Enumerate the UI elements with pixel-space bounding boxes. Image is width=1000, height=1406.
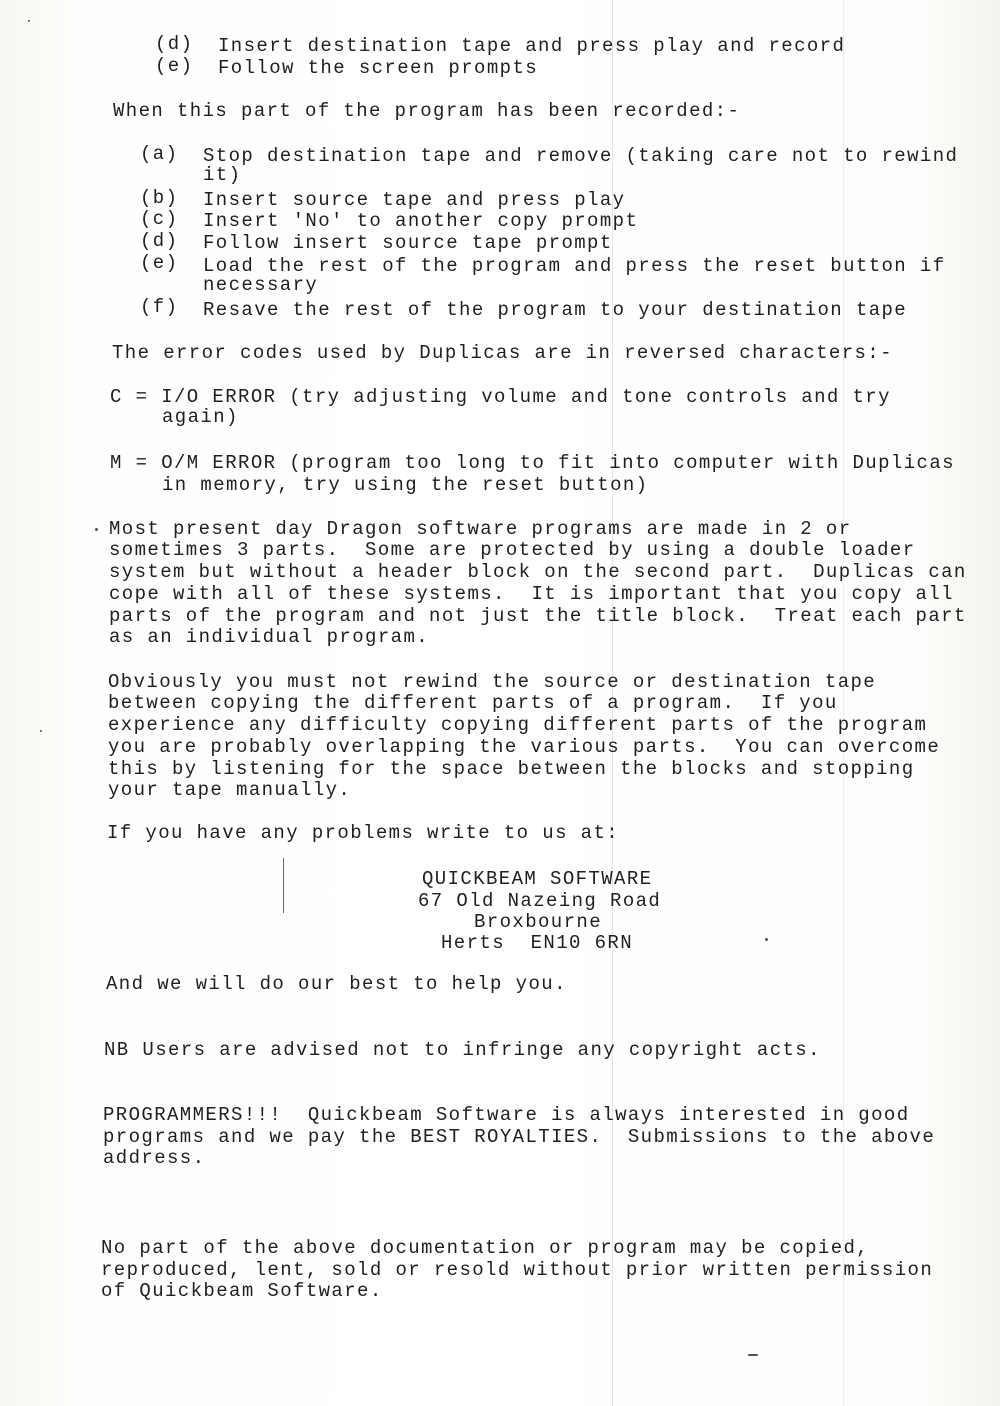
step-text: it) [203,164,242,186]
step-label: (a) [140,143,179,165]
paragraph-line: parts of the program and not just the title block. Treat each part [109,605,967,627]
step-text: Insert destination tape and press play and record [218,35,846,57]
step-text: Load the rest of the program and press the reset button if [203,255,946,277]
programmers-line: address. [103,1147,206,1169]
paper-speck [28,20,30,22]
paper-speck [765,938,768,941]
problems-line: If you have any problems write to us at: [107,822,620,844]
programmers-line: PROGRAMMERS!!! Quickbeam Software is always interested in good [103,1104,910,1126]
help-line: And we will do our best to help you. [106,973,567,995]
address-county-postcode: Herts EN10 6RN [441,932,634,954]
address-company: QUICKBEAM SOFTWARE [422,868,653,890]
step-text: Follow insert source tape prompt [203,232,613,254]
paragraph-line: as an individual program. [109,626,430,648]
step-text: Follow the screen prompts [218,57,539,79]
paragraph-line: experience any difficulty copying different parts of the program [108,714,928,736]
paragraph-line: Most present day Dragon software programs are made in 2 or [109,518,852,540]
paragraph-line: your tape manually. [108,779,352,801]
paper-speck [95,528,98,531]
paragraph-line: cope with all of these systems. It is important that you copy all [109,583,954,605]
paragraph-line: Obviously you must not rewind the source or destination tape [108,671,877,693]
paragraph-line: sometimes 3 parts. Some are protected by using a double loader [109,539,916,561]
step-text: Insert 'No' to another copy prompt [203,210,639,232]
recorded-intro: When this part of the program has been recorded:- [113,100,741,122]
paragraph-line: between copying the different parts of a program. If you [108,692,838,714]
step-text: necessary [203,274,319,296]
step-label: (e) [140,252,179,274]
address-town: Broxbourne [474,911,603,933]
address-street: 67 Old Nazeing Road [418,890,662,912]
step-label: (f) [140,296,179,318]
step-text: Stop destination tape and remove (taking care not to rewind [203,145,959,167]
error-code-m-cont: in memory, try using the reset button) [162,474,649,496]
copyright-line: of Quickbeam Software. [101,1280,383,1302]
programmers-line: programs and we pay the BEST ROYALTIES. Submissions to the above [103,1126,936,1148]
step-label: (e) [155,55,194,77]
copyright-line: No part of the above documentation or program may be copied, [101,1237,870,1259]
error-code-c: C = I/O ERROR (try adjusting volume and tone controls and try [110,386,891,408]
error-code-c-cont: again) [162,406,239,428]
paper-mark [283,858,284,913]
paper-speck [40,730,42,732]
error-intro: The error codes used by Duplicas are in reversed characters:- [112,342,893,364]
step-label: (d) [140,230,179,252]
nb-line: NB Users are advised not to infringe any copyright acts. [104,1039,821,1061]
error-code-m: M = O/M ERROR (program too long to fit into computer with Duplicas [110,452,955,474]
paper-fold-line [843,0,844,1406]
paragraph-line: system but without a header block on the second part. Duplicas can [109,561,967,583]
step-text: Insert source tape and press play [203,189,626,211]
step-text: Resave the rest of the program to your destination tape [203,299,908,321]
step-label: (c) [140,208,179,230]
step-label: (d) [155,33,194,55]
paragraph-line: you are probably overlapping the various parts. You can overcome [108,736,941,758]
paragraph-line: this by listening for the space between the blocks and stopping [108,758,915,780]
paper-speck [748,1354,758,1356]
step-label: (b) [140,187,179,209]
copyright-line: reproduced, lent, sold or resold without prior written permission [101,1259,934,1281]
